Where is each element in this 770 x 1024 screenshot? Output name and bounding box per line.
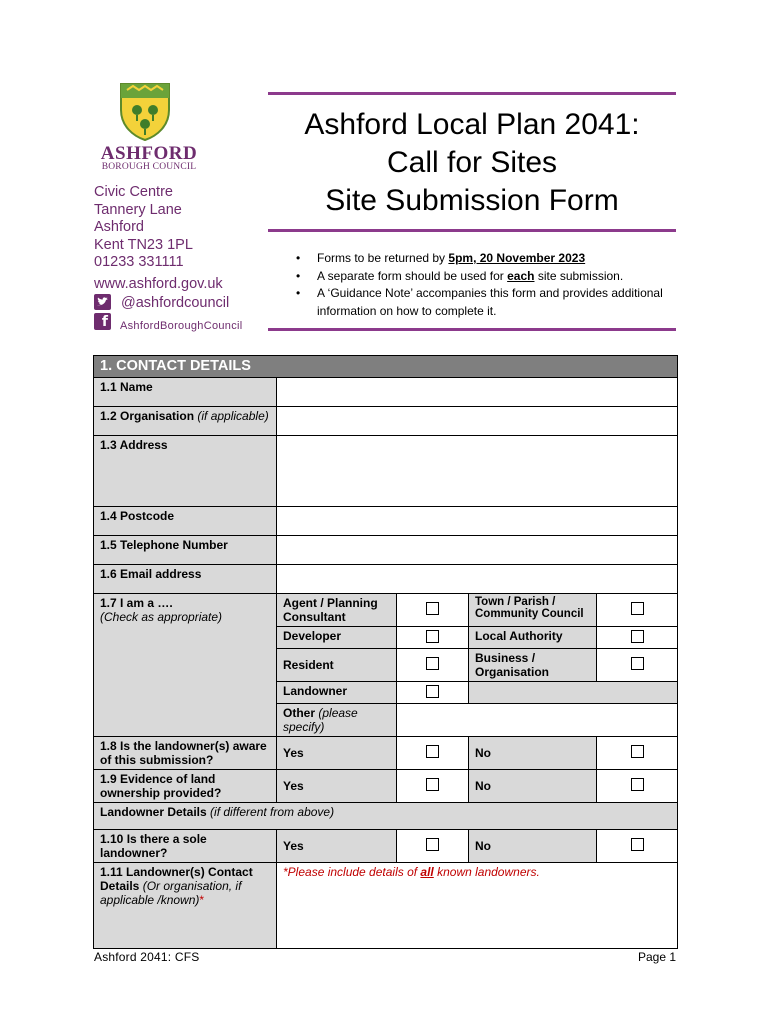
contact-details-field[interactable] [277, 863, 678, 949]
email-label: 1.6 Email address [94, 565, 277, 594]
name-label: 1.1 Name [94, 378, 277, 407]
option-local-authority-label: Local Authority [469, 627, 597, 649]
developer-checkbox[interactable] [397, 627, 469, 649]
header-bottom-rule [268, 328, 676, 331]
form-title [268, 106, 676, 220]
contact-details-table [93, 355, 678, 949]
title-top-rule [268, 92, 676, 95]
business-checkbox[interactable] [597, 649, 678, 682]
footer-page-number: Page 1 [638, 950, 677, 964]
title-line: Ashford Local Plan 2041: [304, 108, 640, 141]
council-crest-logo [117, 80, 173, 142]
empty-cell [469, 682, 678, 704]
address-line: Tannery Lane [94, 201, 182, 218]
sole-yes-checkbox[interactable] [397, 830, 469, 863]
sole-no-label: No [469, 830, 597, 863]
aware-no-label: No [469, 737, 597, 770]
address-line: Ashford [94, 219, 144, 235]
twitter-handle[interactable]: @ashfordcouncil [121, 295, 230, 311]
evidence-label: 1.9 Evidence of land ownership provided? [94, 770, 277, 803]
twitter-icon [94, 294, 111, 310]
checkbox-box[interactable] [426, 838, 439, 851]
evidence-yes-checkbox[interactable] [397, 770, 469, 803]
instruction-item: • Forms to be returned by 5pm, 20 November 2023 [296, 250, 676, 268]
sole-yes-label: Yes [277, 830, 397, 863]
option-developer-label: Developer [277, 627, 397, 649]
checkbox-box[interactable] [426, 745, 439, 758]
option-other-label: Other (please specify) [277, 704, 397, 737]
phone-number: 01233 331111 [94, 254, 184, 270]
sole-no-checkbox[interactable] [597, 830, 678, 863]
telephone-field[interactable] [277, 536, 678, 565]
address-label: 1.3 Address [94, 436, 277, 507]
instruction-item: • A separate form should be used for each site submission. [296, 268, 676, 286]
option-business-label: Business / Organisation [469, 649, 597, 682]
landowners-note: *Please include details of all known landowners. [283, 865, 540, 879]
postcode-label: 1.4 Postcode [94, 507, 277, 536]
checkbox-box[interactable] [631, 630, 644, 643]
organisation-label: 1.2 Organisation (if applicable) [94, 407, 277, 436]
agent-checkbox[interactable] [397, 594, 469, 627]
other-specify-field[interactable] [397, 704, 678, 737]
aware-yes-checkbox[interactable] [397, 737, 469, 770]
checkbox-box[interactable] [426, 602, 439, 615]
address-line: Civic Centre [94, 184, 173, 200]
checkbox-box[interactable] [631, 745, 644, 758]
section-header: 1. CONTACT DETAILS [94, 356, 678, 378]
contact-details-label: 1.11 Landowner(s) Contact Details (Or organisation, if applicable /known)* [94, 863, 277, 949]
facebook-page[interactable]: AshfordBoroughCouncil [120, 320, 243, 332]
instructions-list [296, 250, 676, 320]
checkbox-box[interactable] [631, 778, 644, 791]
aware-label: 1.8 Is the landowner(s) aware of this submission? [94, 737, 277, 770]
instruction-item: • A ‘Guidance Note’ accompanies this form and provides additional information on how to complete it. [296, 285, 676, 320]
checkbox-box[interactable] [426, 778, 439, 791]
title-line: Call for Sites [386, 146, 558, 179]
aware-no-checkbox[interactable] [597, 737, 678, 770]
landowner-details-header: Landowner Details (if different from above) [94, 803, 678, 830]
resident-checkbox[interactable] [397, 649, 469, 682]
address-field[interactable] [277, 436, 678, 507]
email-field[interactable] [277, 565, 678, 594]
checkbox-box[interactable] [426, 685, 439, 698]
evidence-yes-label: Yes [277, 770, 397, 803]
local-authority-checkbox[interactable] [597, 627, 678, 649]
title-line: Site Submission Form [325, 184, 619, 217]
option-landowner-label: Landowner [277, 682, 397, 704]
council-address [94, 184, 193, 272]
checkbox-box[interactable] [631, 602, 644, 615]
name-field[interactable] [277, 378, 678, 407]
evidence-no-label: No [469, 770, 597, 803]
logo-wordmark: ASHFORD [100, 143, 198, 164]
option-agent-label: Agent / Planning Consultant [277, 594, 397, 627]
logo-subtitle: BOROUGH COUNCIL [101, 162, 197, 172]
town-checkbox[interactable] [597, 594, 678, 627]
website-link[interactable]: www.ashford.gov.uk [94, 276, 223, 292]
aware-yes-label: Yes [277, 737, 397, 770]
option-town-label: Town / Parish / Community Council [469, 594, 597, 627]
evidence-no-checkbox[interactable] [597, 770, 678, 803]
address-line: Kent TN23 1PL [94, 236, 193, 253]
title-bottom-rule [268, 229, 676, 232]
checkbox-box[interactable] [426, 630, 439, 643]
facebook-icon: f [94, 313, 111, 330]
organisation-field[interactable] [277, 407, 678, 436]
telephone-label: 1.5 Telephone Number [94, 536, 277, 565]
checkbox-box[interactable] [426, 657, 439, 670]
checkbox-box[interactable] [631, 657, 644, 670]
postcode-field[interactable] [277, 507, 678, 536]
landowner-checkbox[interactable] [397, 682, 469, 704]
footer-doc-ref: Ashford 2041: CFS [94, 950, 200, 964]
option-resident-label: Resident [277, 649, 397, 682]
iam-label: 1.7 I am a …. (Check as appropriate) [94, 594, 277, 737]
checkbox-box[interactable] [631, 838, 644, 851]
sole-landowner-label: 1.10 Is there a sole landowner? [94, 830, 277, 863]
